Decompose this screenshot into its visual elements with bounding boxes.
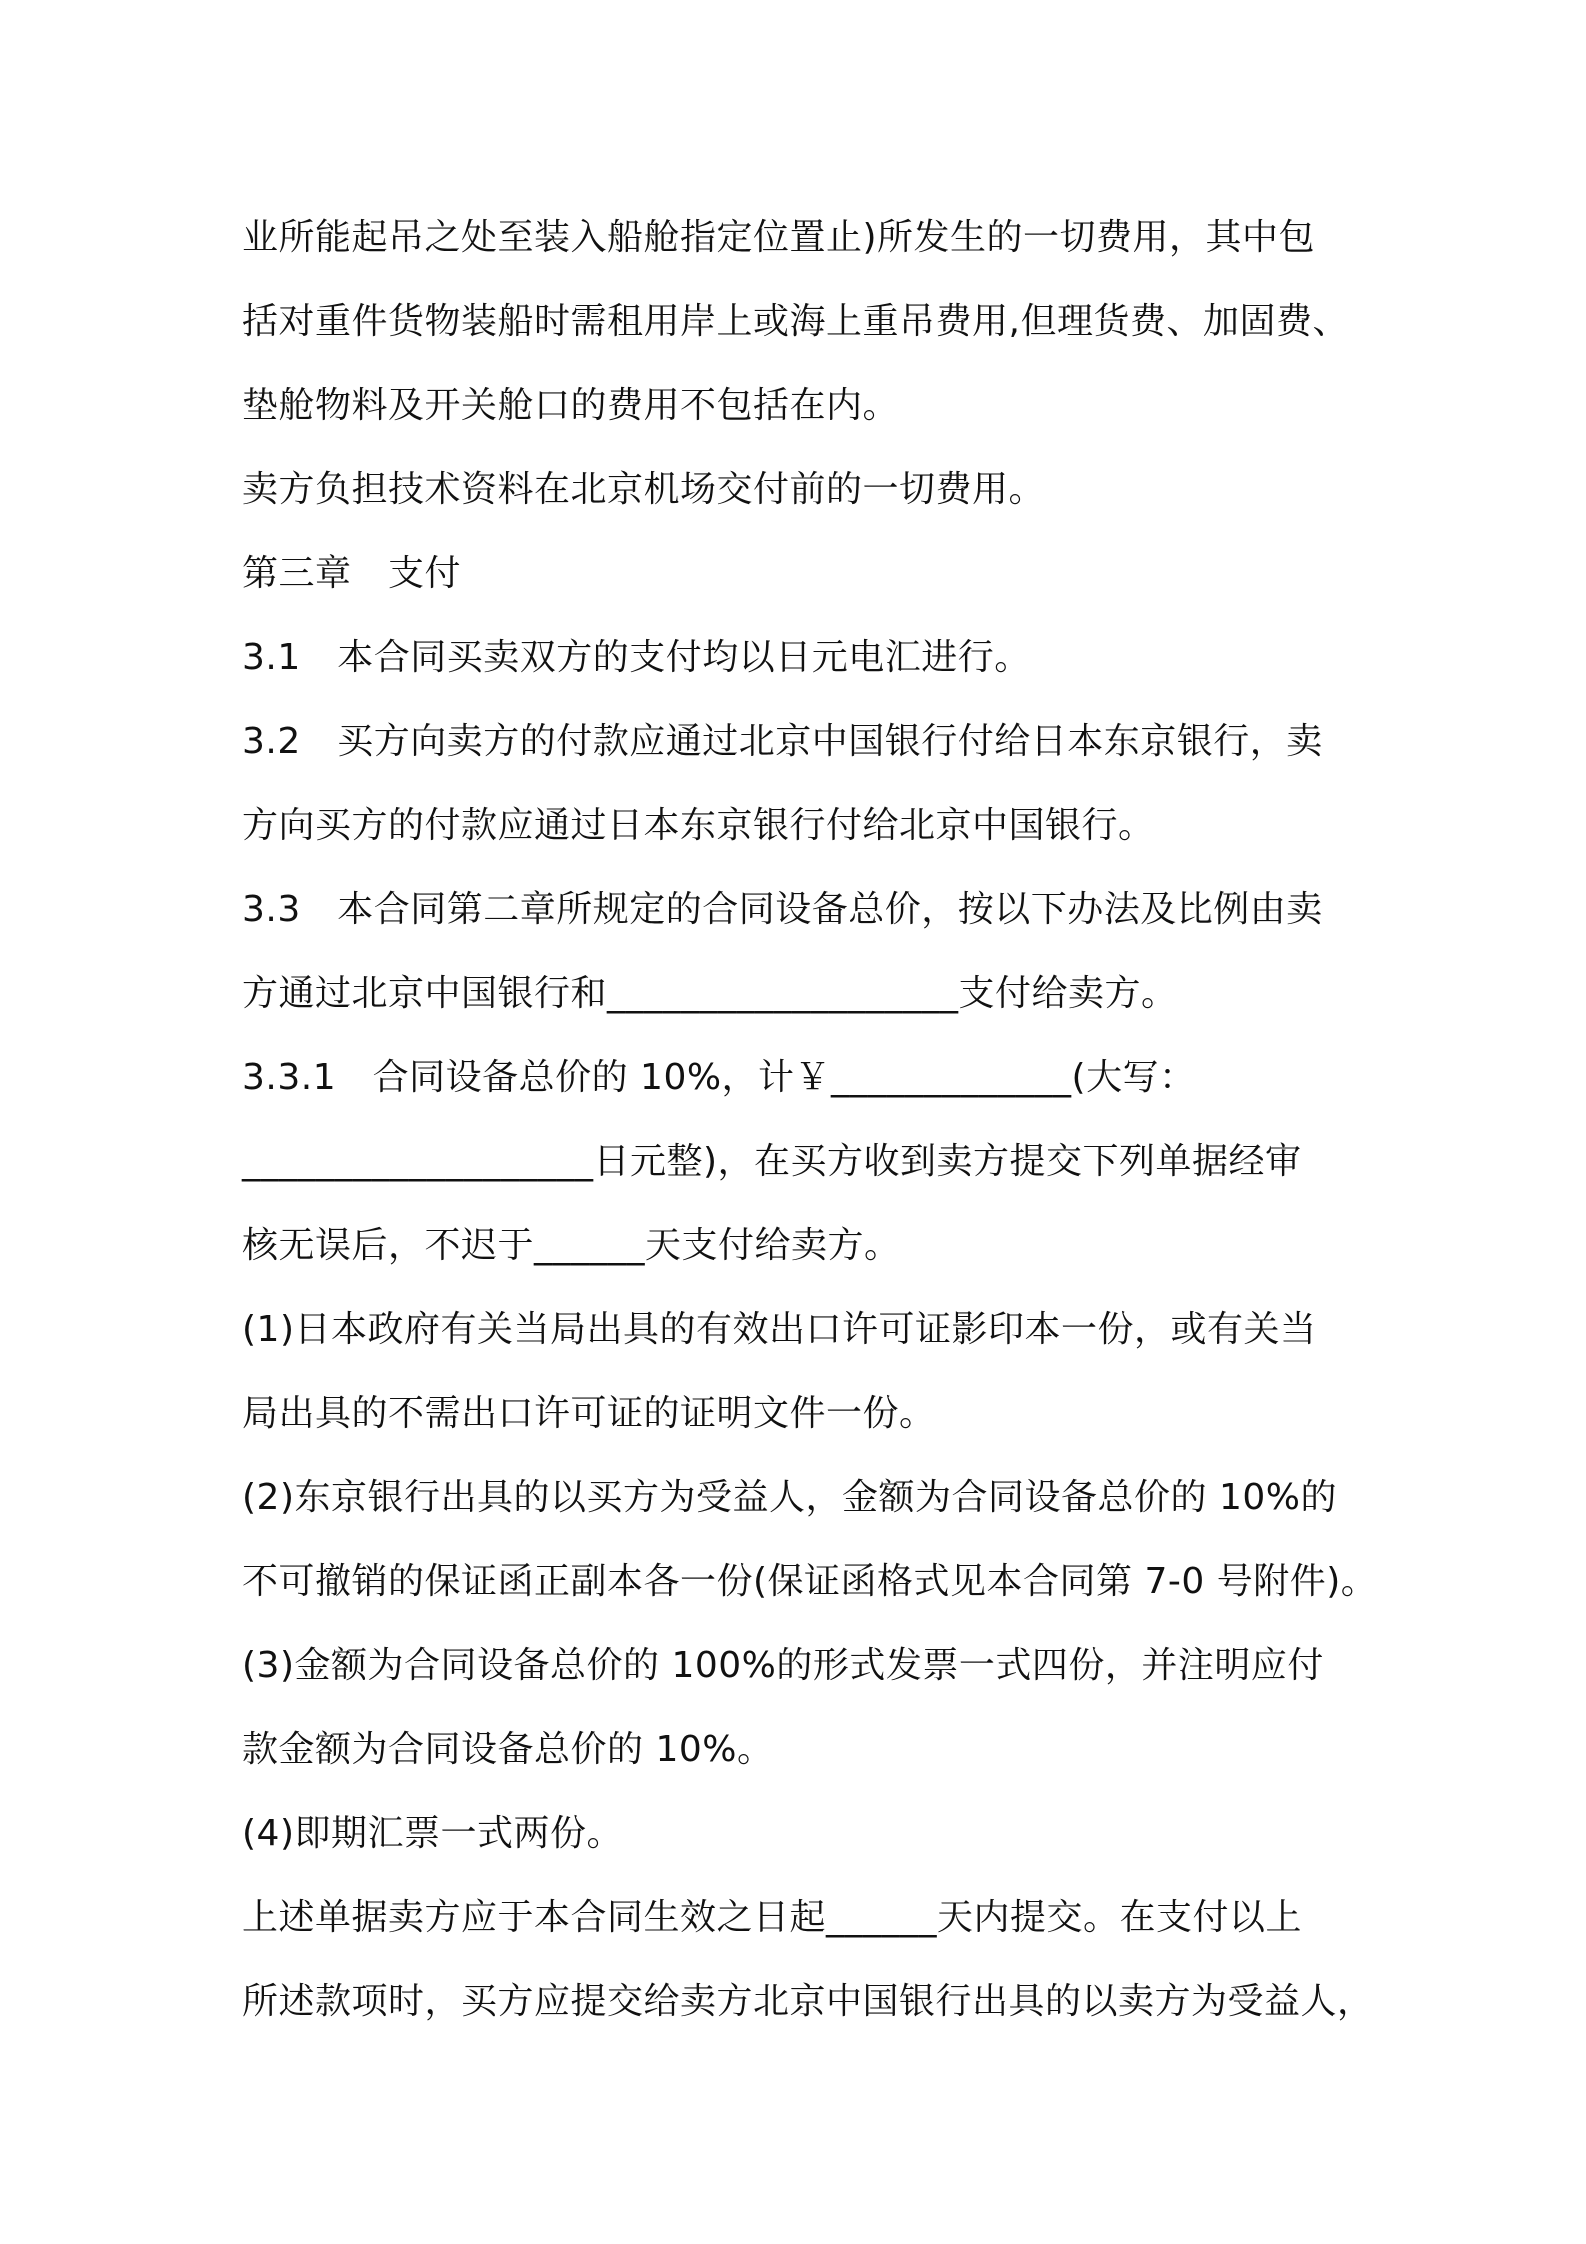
text-line: 垫舱物料及开关舱口的费用不包括在内。 [242, 385, 900, 426]
text-line: (4)即期汇票一式两份。 [242, 1813, 623, 1854]
text-line: 不可撤销的保证函正副本各一份(保证函格式见本合同第 7-0 号附件)。 [242, 1561, 1378, 1602]
text-line: 所述款项时，买方应提交给卖方北京中国银行出具的以卖方为受益人， [242, 1981, 1374, 2022]
text-line: 括对重件货物装船时需租用岸上或海上重吊费用,但理货费、加固费、 [242, 301, 1349, 342]
text-line: (1)日本政府有关当局出具的有效出口许可证影印本一份，或有关当 [242, 1309, 1317, 1350]
text-line: (2)东京银行出具的以买方为受益人，金额为合同设备总价的 10%的 [242, 1477, 1337, 1518]
document-body [242, 196, 1382, 2044]
text-line: 卖方负担技术资料在北京机场交付前的一切费用。 [242, 469, 1046, 510]
text-line: 款金额为合同设备总价的 10%。 [242, 1729, 774, 1770]
chapter-heading: 第三章 支付 [242, 553, 462, 594]
text-line: 方通过北京中国银行和___________________支付给卖方。 [242, 973, 1178, 1014]
text-line: ___________________日元整)，在买方收到卖方提交下列单据经审 [242, 1141, 1302, 1182]
text-line: 业所能起吊之处至装入船舱指定位置止)所发生的一切费用，其中包 [242, 217, 1316, 258]
text-line: 3.1 本合同买卖双方的支付均以日元电汇进行。 [242, 637, 1031, 678]
text-line: 方向买方的付款应通过日本东京银行付给北京中国银行。 [242, 805, 1155, 846]
text-line: (3)金额为合同设备总价的 100%的形式发票一式四份，并注明应付 [242, 1645, 1324, 1686]
text-line: 3.3.1 合同设备总价的 10%，计￥_____________(大写： [242, 1057, 1196, 1098]
text-line: 3.3 本合同第二章所规定的合同设备总价，按以下办法及比例由卖 [242, 889, 1323, 930]
text-line: 核无误后，不迟于______天支付给卖方。 [242, 1225, 901, 1266]
text-line: 局出具的不需出口许可证的证明文件一份。 [242, 1393, 936, 1434]
text-line: 3.2 买方向卖方的付款应通过北京中国银行付给日本东京银行，卖 [242, 721, 1323, 762]
text-line: 上述单据卖方应于本合同生效之日起______天内提交。在支付以上 [242, 1897, 1303, 1938]
